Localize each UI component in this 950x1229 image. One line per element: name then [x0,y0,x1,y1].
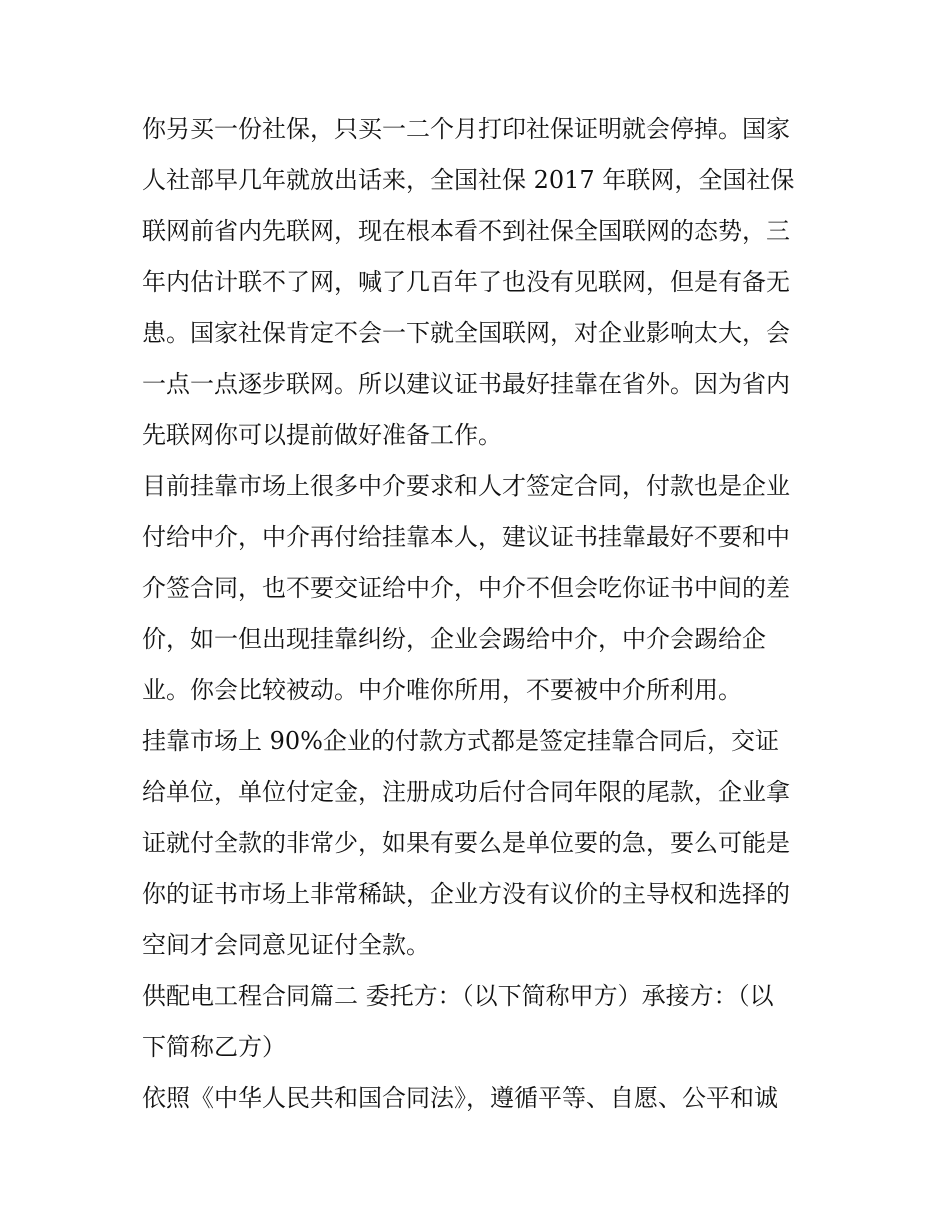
text-line: 介签合同，也不要交证给中介，中介不但会吃你证书中间的差 [142,574,790,602]
body-text [142,104,822,1124]
text-line: 依照《中华人民共和国合同法》，遵循平等、自愿、公平和诚 [142,1084,778,1112]
text-line: 给单位，单位付定金，注册成功后付合同年限的尾款，企业拿 [142,778,790,806]
text-line: 联网前省内先联网，现在根本看不到社保全国联网的态势，三 [142,217,790,245]
text-line: 患。国家社保肯定不会一下就全国联网，对企业影响太大，会 [142,319,790,347]
section-heading-line: 供配电工程合同篇二 委托方：（以下简称甲方）承接方：（以 [142,982,774,1010]
text-line: 年内估计联不了网，喊了几百年了也没有见联网，但是有备无 [142,268,790,296]
text-line: 人社部早几年就放出话来，全国社保 2017 年联网，全国社保 [142,166,795,194]
text-line: 你的证书市场上非常稀缺，企业方没有议价的主导权和选择的 [142,880,790,908]
text-line: 挂靠市场上 90%企业的付款方式都是签定挂靠合同后，交证 [142,727,779,755]
text-line: 证就付全款的非常少，如果有要么是单位要的急，要么可能是 [142,829,790,857]
text-line: 目前挂靠市场上很多中介要求和人才签定合同，付款也是企业 [142,472,790,500]
text-line: 先联网你可以提前做好准备工作。 [142,421,502,449]
text-line: 价，如一但出现挂靠纠纷，企业会踢给中介，中介会踢给企 [142,625,766,653]
text-line: 下简称乙方） [142,1033,286,1061]
text-line: 你另买一份社保，只买一二个月打印社保证明就会停掉。国家 [142,115,790,143]
text-line: 业。你会比较被动。中介唯你所用，不要被中介所利用。 [142,676,742,704]
text-line: 一点一点逐步联网。所以建议证书最好挂靠在省外。因为省内 [142,370,790,398]
text-line: 付给中介，中介再付给挂靠本人，建议证书挂靠最好不要和中 [142,523,790,551]
text-line: 空间才会同意见证付全款。 [142,931,430,959]
